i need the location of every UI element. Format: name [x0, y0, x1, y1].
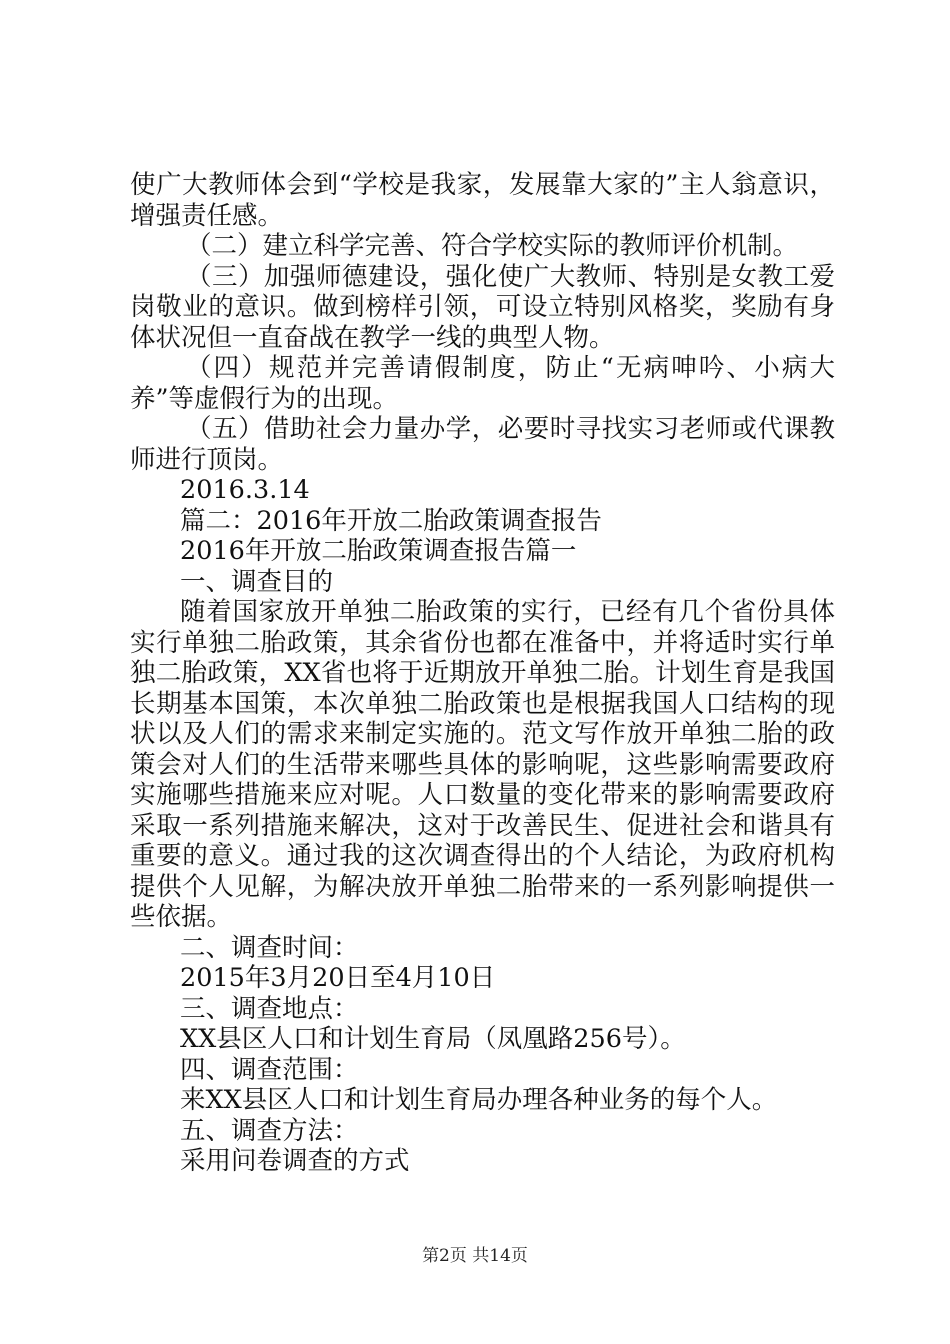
text-line: 策会对人们的生活带来哪些具体的影响呢，这些影响需要政府 [130, 749, 835, 780]
section-item: （四）规范并完善请假制度，防止“无病呻吟、小病大 [186, 353, 835, 383]
text-line: 提供个人见解，为解决放开单独二胎带来的一系列影响提供一 [130, 871, 835, 902]
text-line: 独二胎政策，XX省也将于近期放开单独二胎。计划生育是我国 [130, 658, 835, 688]
text-line: 实行单独二胎政策，其余省份也都在准备中，并将适时实行单 [130, 627, 835, 658]
document-body [130, 170, 835, 1177]
text-line: 长期基本国策，本次单独二胎政策也是根据我国人口结构的现 [130, 688, 835, 719]
text-line: 师进行顶岗。 [130, 444, 284, 475]
text-line: 状以及人们的需求来制定实施的。范文写作放开单独二胎的政 [130, 719, 835, 749]
text-line: 采取一系列措施来解决，这对于改善民生、促进社会和谐具有 [130, 810, 835, 841]
text-line: 增强责任感。 [130, 200, 284, 231]
text-line: 体状况但一直奋战在教学一线的典型人物。 [130, 322, 615, 353]
page-number: 第2页 共14页 [422, 1246, 528, 1266]
section-heading: 三、调查地点： [180, 993, 359, 1024]
section-heading: 四、调查范围： [180, 1054, 359, 1085]
page-footer [0, 1246, 950, 1266]
text-line: 些依据。 [130, 902, 233, 932]
report-title: 2016年开放二胎政策调查报告篇一 [180, 536, 577, 566]
text-line: 来XX县区人口和计划生育局办理各种业务的每个人。 [180, 1085, 778, 1115]
date-line: 2016.3.14 [180, 475, 310, 505]
section-item: （五）借助社会力量办学，必要时寻找实习老师或代课教 [186, 414, 835, 444]
text-line: 重要的意义。通过我的这次调查得出的个人结论，为政府机构 [130, 841, 835, 871]
section-heading: 二、调查时间： [180, 932, 359, 963]
text-line: 采用问卷调查的方式 [180, 1146, 410, 1176]
text-line: 使广大教师体会到“学校是我家，发展靠大家的”主人翁意识， [130, 170, 835, 200]
text-line: 随着国家放开单独二胎政策的实行，已经有几个省份具体 [180, 597, 835, 627]
section-heading: 五、调查方法： [180, 1115, 359, 1146]
section-heading: 一、调查目的 [180, 566, 334, 597]
text-line: 实施哪些措施来应对呢。人口数量的变化带来的影响需要政府 [130, 780, 835, 810]
text-line: 2015年3月20日至4月10日 [180, 963, 496, 993]
text-line: 岗敬业的意识。做到榜样引领，可设立特别风格奖，奖励有身 [130, 292, 835, 322]
text-line: 养”等虚假行为的出现。 [130, 383, 399, 414]
section-item: （二）建立科学完善、符合学校实际的教师评价机制。 [186, 231, 799, 261]
chapter-heading: 篇二：2016年开放二胎政策调查报告 [180, 505, 602, 536]
section-item: （三）加强师德建设，强化使广大教师、特别是女教工爱 [186, 261, 835, 292]
text-line: XX县区人口和计划生育局（凤凰路256号）。 [180, 1024, 686, 1054]
